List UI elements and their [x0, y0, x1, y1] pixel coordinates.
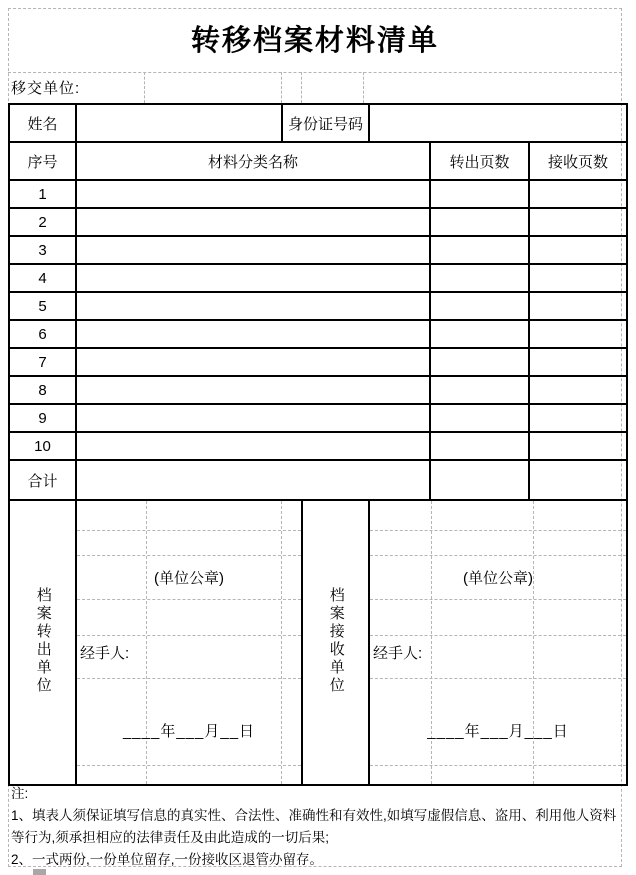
table-header-row — [9, 142, 627, 180]
transfer-out-unit-label: 档案转出单位 — [34, 586, 52, 695]
table-row — [9, 404, 627, 432]
cell-category[interactable] — [76, 404, 430, 432]
transfer-out-signature-box — [77, 501, 301, 784]
row-seq: 7 — [9, 348, 76, 376]
cell-category[interactable] — [76, 236, 430, 264]
name-label-cell: 姓名 — [9, 104, 76, 142]
dashed-gridline — [370, 599, 626, 600]
row-seq: 9 — [9, 404, 76, 432]
cell-pages-out[interactable] — [430, 236, 529, 264]
cell-pages-in[interactable] — [529, 264, 627, 292]
cell-pages-in[interactable] — [529, 404, 627, 432]
cell-category[interactable] — [76, 320, 430, 348]
transfer-out-seal-hint: (单位公章) — [154, 570, 224, 587]
receive-unit-label: 档案接收单位 — [327, 586, 345, 695]
row-seq: 5 — [9, 292, 76, 320]
header-category: 材料分类名称 — [76, 142, 430, 180]
cell-pages-out[interactable] — [430, 432, 529, 460]
dashed-gridline — [370, 555, 626, 556]
total-row — [9, 460, 627, 500]
dashed-gridline — [363, 72, 364, 103]
selection-handle[interactable] — [33, 869, 46, 875]
receive-unit-label-cell — [302, 500, 369, 785]
dashed-gridline — [77, 599, 301, 600]
cell-pages-out[interactable] — [430, 180, 529, 208]
transfer-out-signature-area[interactable] — [76, 500, 302, 785]
dashed-gridline — [77, 530, 301, 531]
cell-category[interactable] — [76, 208, 430, 236]
dashed-gridline — [8, 72, 622, 73]
table-row — [9, 180, 627, 208]
dashed-gridline — [144, 72, 145, 103]
receive-signature-area[interactable] — [369, 500, 627, 785]
row-seq: 2 — [9, 208, 76, 236]
row-seq: 1 — [9, 180, 76, 208]
cell-pages-in[interactable] — [529, 348, 627, 376]
table-row — [9, 236, 627, 264]
transfer-unit-label: 移交单位: — [11, 80, 81, 97]
dashed-gridline — [77, 678, 301, 679]
table-row — [9, 320, 627, 348]
transfer-out-unit-label-cell — [9, 500, 76, 785]
cell-pages-in[interactable] — [529, 292, 627, 320]
notes-label: 注: — [11, 786, 29, 801]
cell-pages-in[interactable] — [529, 432, 627, 460]
table-row — [9, 376, 627, 404]
cell-pages-out[interactable] — [430, 292, 529, 320]
person-row — [9, 104, 627, 142]
dashed-gridline — [77, 635, 301, 636]
cell-category[interactable] — [76, 376, 430, 404]
receive-seal-hint: (单位公章) — [463, 570, 533, 587]
id-label-cell: 身份证号码 — [282, 104, 369, 142]
cell-pages-in[interactable] — [529, 180, 627, 208]
table-row — [9, 208, 627, 236]
cell-pages-out[interactable] — [430, 404, 529, 432]
cell-pages-in[interactable] — [529, 320, 627, 348]
dashed-gridline — [370, 765, 626, 766]
table-row — [9, 432, 627, 460]
dashed-gridline — [77, 765, 301, 766]
name-input-cell[interactable] — [76, 104, 282, 142]
cell-category[interactable] — [76, 432, 430, 460]
cell-pages-out[interactable] — [430, 320, 529, 348]
dashed-gridline — [370, 635, 626, 636]
total-pages-out-cell[interactable] — [430, 460, 529, 500]
cell-pages-in[interactable] — [529, 376, 627, 404]
dashed-gridline — [533, 501, 534, 784]
transfer-unit-value[interactable] — [95, 77, 355, 101]
row-seq: 8 — [9, 376, 76, 404]
row-seq: 6 — [9, 320, 76, 348]
row-seq: 10 — [9, 432, 76, 460]
dashed-gridline — [370, 678, 626, 679]
table-row — [9, 348, 627, 376]
id-input-cell[interactable] — [369, 104, 627, 142]
header-seq: 序号 — [9, 142, 76, 180]
cell-pages-out[interactable] — [430, 208, 529, 236]
cell-category[interactable] — [76, 180, 430, 208]
form-table — [8, 103, 628, 786]
row-seq: 4 — [9, 264, 76, 292]
dashed-gridline — [281, 501, 282, 784]
cell-category[interactable] — [76, 348, 430, 376]
cell-pages-out[interactable] — [430, 376, 529, 404]
dashed-gridline — [146, 501, 147, 784]
dashed-gridline — [77, 555, 301, 556]
cell-pages-out[interactable] — [430, 348, 529, 376]
cell-category[interactable] — [76, 292, 430, 320]
cell-pages-in[interactable] — [529, 236, 627, 264]
receive-signature-box — [370, 501, 626, 784]
signature-row — [9, 500, 627, 785]
note-line: 等行为,须承担相应的法律责任及由此造成的一切后果; — [11, 830, 330, 845]
note-line: 2、一式两份,一份单位留存,一份接收区退管办留存。 — [11, 852, 324, 867]
dashed-gridline — [301, 72, 302, 103]
form-title: 转移档案材料清单 — [190, 25, 439, 57]
dashed-gridline — [281, 72, 282, 103]
dashed-gridline — [370, 530, 626, 531]
transfer-out-handler-label: 经手人: — [80, 645, 130, 662]
header-pages-in: 接收页数 — [529, 142, 627, 180]
receive-date-line: ____年___月___日 — [427, 723, 569, 740]
cell-pages-in[interactable] — [529, 208, 627, 236]
note-line: 1、填表人须保证填写信息的真实性、合法性、准确性和有效性,如填写虚假信息、盗用、利用他人资料 — [11, 808, 617, 823]
receive-handler-label: 经手人: — [373, 645, 423, 662]
total-pages-in-cell[interactable] — [529, 460, 627, 500]
table-row — [9, 292, 627, 320]
table-row — [9, 264, 627, 292]
total-label-cell: 合计 — [9, 460, 76, 500]
cell-pages-out[interactable] — [430, 264, 529, 292]
dashed-gridline — [431, 501, 432, 784]
notes-section — [11, 783, 629, 871]
transfer-out-date-line: ____年___月__日 — [122, 723, 256, 740]
total-category-cell[interactable] — [76, 460, 430, 500]
row-seq: 3 — [9, 236, 76, 264]
header-pages-out: 转出页数 — [430, 142, 529, 180]
cell-category[interactable] — [76, 264, 430, 292]
